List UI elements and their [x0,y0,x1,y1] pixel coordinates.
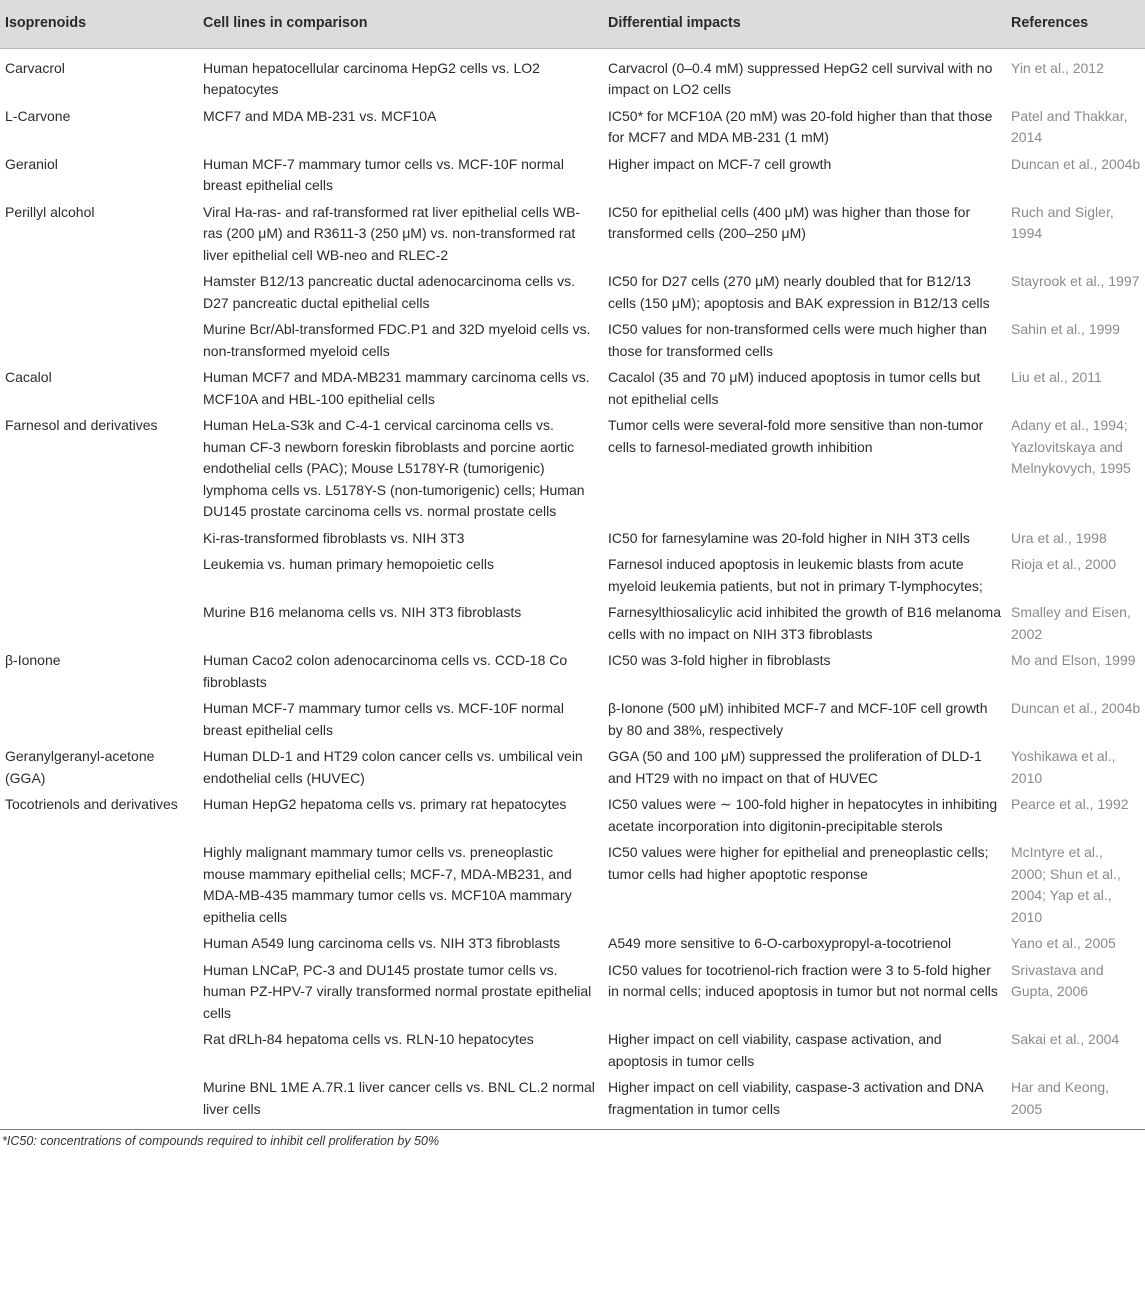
table-row [0,105,1145,153]
cell-reference: Patel and Thakkar, 2014 [1011,107,1128,145]
cell-differential-impact: IC50 was 3-fold higher in fibroblasts [608,652,831,668]
cell-differential-impact: IC50 values were higher for epithelial and preneoplastic cells; tumor cells had higher apoptotic response [608,844,989,882]
cell-reference: Duncan et al., 2004b [1011,700,1141,716]
cell-reference: Stayrook et al., 1997 [1011,273,1140,289]
cell-isoprenoid: Cacalol [5,369,52,385]
cell-cell-lines: Rat dRLh-84 hepatoma cells vs. RLN-10 hepatocytes [203,1031,534,1047]
cell-cell-lines: Viral Ha-ras- and raf-transformed rat liver epithelial cells WB-ras (200 μM) and R3611-3 (250 μM) vs. non-transformed rat liver epithelial cell WB-neo and RLEC-2 [203,203,581,263]
table-row [0,1028,1145,1076]
cell-differential-impact: Farnesol induced apoptosis in leukemic blasts from acute myeloid leukemia patients, but not in primary T-lymphocytes; [608,556,983,594]
cell-isoprenoid [0,932,198,959]
table-row [0,745,1145,793]
cell-cell-lines: Human HepG2 hepatoma cells vs. primary rat hepatocytes [203,796,567,812]
cell-reference: Rioja et al., 2000 [1011,556,1117,572]
cell-isoprenoid [0,527,198,554]
cell-isoprenoid [0,553,198,601]
cell-differential-impact: IC50 values were ∼ 100-fold higher in hepatocytes in inhibiting acetate incorporation into digitonin-precipitable sterols [608,796,998,834]
cell-cell-lines: Human LNCaP, PC-3 and DU145 prostate tumor cells vs. human PZ-HPV-7 virally transformed normal prostate epithelial cells [203,961,592,1021]
table-row [0,414,1145,527]
cell-reference: Yano et al., 2005 [1011,935,1116,951]
cell-reference: Srivastava and Gupta, 2006 [1011,961,1104,999]
cell-cell-lines: Human MCF-7 mammary tumor cells vs. MCF-10F normal breast epithelial cells [203,700,564,738]
cell-cell-lines: MCF7 and MDA MB-231 vs. MCF10A [203,107,437,124]
cell-isoprenoid [0,1076,198,1130]
table-body [0,48,1145,1130]
table-row [0,366,1145,414]
table-row [0,201,1145,271]
cell-cell-lines: Human MCF-7 mammary tumor cells vs. MCF-10F normal breast epithelial cells [203,155,564,193]
cell-reference: Sahin et al., 1999 [1011,321,1120,337]
table-row [0,841,1145,932]
table-header [0,0,1145,48]
table-row [0,697,1145,745]
cell-isoprenoid [0,601,198,649]
cell-isoprenoid [0,270,198,318]
table-row [0,649,1145,697]
cell-cell-lines: Ki-ras-transformed fibroblasts vs. NIH 3T3 [203,529,465,546]
cell-isoprenoid: Farnesol and derivatives [5,417,158,433]
cell-isoprenoid [0,318,198,366]
table-row [0,553,1145,601]
cell-differential-impact: IC50 values for non-transformed cells were much higher than those for transformed cells [608,321,987,359]
cell-differential-impact: IC50 for D27 cells (270 μM) nearly doubled that for B12/13 cells (150 μM); apoptosis and BAK expression in B12/13 cells [608,273,990,311]
cell-cell-lines: Murine B16 melanoma cells vs. NIH 3T3 fibroblasts [203,604,522,620]
cell-reference: Har and Keong, 2005 [1006,1076,1145,1130]
cell-reference: Smalley and Eisen, 2002 [1011,604,1131,642]
cell-reference: McIntyre et al., 2000; Shun et al., 2004; Yap et al., 2010 [1011,844,1121,925]
cell-reference: Yin et al., 2012 [1011,59,1104,76]
cell-cell-lines: Human A549 lung carcinoma cells vs. NIH 3T3 fibroblasts [203,935,561,951]
cell-differential-impact: β-Ionone (500 μM) inhibited MCF-7 and MCF-10F cell growth by 80 and 38%, respectively [608,700,988,738]
cell-differential-impact: A549 more sensitive to 6-O-carboxypropyl-a-tocotrienol [608,935,952,951]
table-row [0,527,1145,554]
cell-differential-impact: IC50 for epithelial cells (400 μM) was higher than those for transformed cells (200–250 μM) [608,203,971,241]
cell-cell-lines: Leukemia vs. human primary hemopoietic cells [203,556,495,572]
cell-cell-lines: Human MCF7 and MDA-MB231 mammary carcinoma cells vs. MCF10A and HBL-100 epithelial cells [203,369,590,407]
cell-cell-lines: Human DLD-1 and HT29 colon cancer cells vs. umbilical vein endothelial cells (HUVEC) [203,748,583,786]
cell-cell-lines: Murine Bcr/Abl-transformed FDC.P1 and 32D myeloid cells vs. non-transformed myeloid cells [203,321,591,359]
header-isoprenoids: Isoprenoids [0,0,198,48]
table-row [0,932,1145,959]
cell-isoprenoid: β-Ionone [5,652,61,668]
cell-isoprenoid: Geranylgeranyl-acetone (GGA) [5,748,155,786]
table-row [0,318,1145,366]
cell-differential-impact: Cacalol (35 and 70 μM) induced apoptosis in tumor cells but not epithelial cells [608,369,981,407]
cell-reference: Liu et al., 2011 [1011,369,1102,385]
cell-isoprenoid: Geraniol [5,155,58,172]
cell-cell-lines: Murine BNL 1ME A.7R.1 liver cancer cells vs. BNL CL.2 normal liver cells [198,1076,603,1130]
cell-reference: Mo and Elson, 1999 [1011,652,1136,668]
table-row [0,153,1145,201]
cell-reference: Pearce et al., 1992 [1011,796,1129,812]
cell-isoprenoid [0,841,198,932]
cell-reference: Ura et al., 1998 [1011,529,1107,546]
cell-cell-lines: Human HeLa-S3k and C-4-1 cervical carcinoma cells vs. human CF-3 newborn foreskin fibroblasts and porcine aortic endothelial cells (PAC); Mouse L5178Y-R (tumorigenic) lymphoma cells vs. L5178Y-S (non-tumorigenic) cells; Human DU145 prostate carcinoma cells vs. normal prostate cells [203,417,585,519]
cell-differential-impact: Farnesylthiosalicylic acid inhibited the growth of B16 melanoma cells with no impact on NIH 3T3 fibroblasts [608,604,1001,642]
table-footnote: *IC50: concentrations of compounds required to inhibit cell proliferation by 50% [2,1134,440,1148]
cell-isoprenoid [0,1028,198,1076]
cell-differential-impact: Tumor cells were several-fold more sensitive than non-tumor cells to farnesol-mediated growth inhibition [608,417,984,455]
cell-differential-impact: IC50 values for tocotrienol-rich fraction were 3 to 5-fold higher in normal cells; induced apoptosis in tumor but not normal cells [608,961,998,999]
cell-reference: Ruch and Sigler, 1994 [1011,203,1114,241]
cell-differential-impact: IC50* for MCF10A (20 mM) was 20-fold higher than that those for MCF7 and MDA MB-231 (1 mM) [608,107,993,145]
cell-isoprenoid: Perillyl alcohol [5,203,95,220]
cell-differential-impact: Higher impact on cell viability, caspase activation, and apoptosis in tumor cells [608,1031,942,1069]
cell-differential-impact: IC50 for farnesylamine was 20-fold higher in NIH 3T3 cells [608,529,970,546]
cell-differential-impact: Higher impact on cell viability, caspase-3 activation and DNA fragmentation in tumor cells [603,1076,1006,1130]
cell-reference: Sakai et al., 2004 [1011,1031,1120,1047]
table-row [0,270,1145,318]
cell-cell-lines: Hamster B12/13 pancreatic ductal adenocarcinoma cells vs. D27 pancreatic ductal epithelial cells [203,273,575,311]
cell-reference: Yoshikawa et al., 2010 [1011,748,1116,786]
table-row [0,48,1145,105]
cell-isoprenoid: L-Carvone [5,107,71,124]
cell-differential-impact: Higher impact on MCF-7 cell growth [608,155,832,172]
header-differential-impacts: Differential impacts [603,0,1006,48]
cell-reference: Duncan et al., 2004b [1011,155,1141,172]
header-row [0,0,1145,48]
table-row [0,959,1145,1029]
cell-differential-impact: GGA (50 and 100 μM) suppressed the proliferation of DLD-1 and HT29 with no impact on that of HUVEC [608,748,982,786]
cell-isoprenoid: Tocotrienols and derivatives [5,796,178,812]
table-row [0,1076,1145,1130]
cell-cell-lines: Human hepatocellular carcinoma HepG2 cells vs. LO2 hepatocytes [203,59,540,97]
cell-isoprenoid: Carvacrol [5,59,65,76]
table-row [0,793,1145,841]
cell-reference: Adany et al., 1994; Yazlovitskaya and Melnykovych, 1995 [1011,417,1131,476]
table-row [0,601,1145,649]
cell-isoprenoid [0,697,198,745]
cell-cell-lines: Human Caco2 colon adenocarcinoma cells vs. CCD-18 Co fibroblasts [203,652,568,690]
cell-isoprenoid [0,959,198,1029]
cell-cell-lines: Highly malignant mammary tumor cells vs. preneoplastic mouse mammary epithelial cells; MCF-7, MDA-MB231, and MDA-MB-435 mammary tumor cells vs. MCF10A mammary epithelia cells [203,844,572,925]
header-cell-lines: Cell lines in comparison [198,0,603,48]
cell-differential-impact: Carvacrol (0–0.4 mM) suppressed HepG2 cell survival with no impact on LO2 cells [608,59,993,97]
header-references: References [1006,0,1145,48]
